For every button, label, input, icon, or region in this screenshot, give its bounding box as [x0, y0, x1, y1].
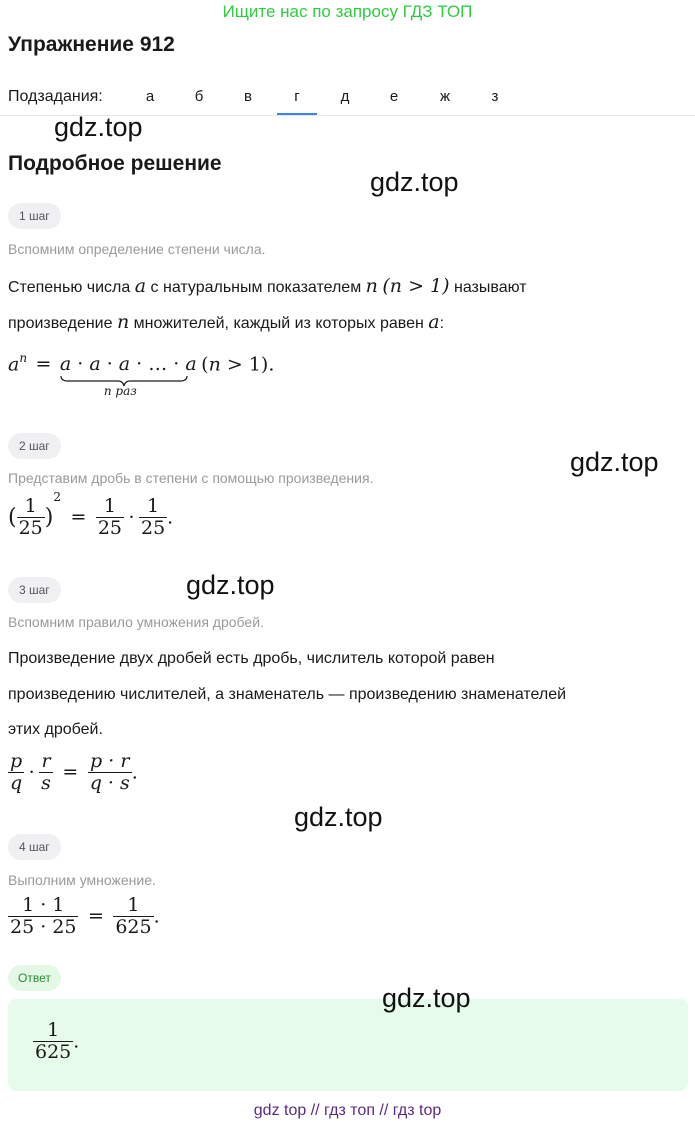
tab-g[interactable]: г [294, 88, 300, 105]
solution-heading: Подробное решение [8, 152, 222, 175]
condition: (n > 1) [382, 275, 450, 297]
step-badge: 1 шаг [8, 203, 61, 229]
answer-value: $\frac{1}{625}$ . [35, 1019, 80, 1063]
watermark: gdz.top [370, 167, 459, 197]
step-text: Произведение двух дробей есть дробь, числитель которой равен [8, 650, 495, 667]
step-badge: 4 шаг [8, 834, 61, 860]
watermark: gdz.top [570, 447, 659, 477]
formula-power: $a^n = a \cdot a \cdot a$ · … · a n раз (n > 1). [8, 351, 275, 398]
footer-links[interactable]: gdz top // гдз топ // гдз top [253, 1102, 442, 1119]
formula-multiplication: $\frac{1 \cdot 1}{25 \cdot 25}$ = $\frac{1}{625}$ . [10, 894, 160, 938]
step-hint: Выполним умножение. [8, 872, 156, 888]
watermark: gdz.top [294, 802, 383, 832]
step-hint: Вспомним правило умножения дробей. [8, 614, 264, 630]
tab-b[interactable]: б [194, 88, 204, 105]
tab-z[interactable]: з [491, 88, 499, 105]
tab-d[interactable]: д [340, 88, 350, 105]
step-text: произведение n множителей, каждый из которых равен a: [8, 311, 445, 333]
step-text: этих дробей. [8, 721, 103, 738]
answer-badge: Ответ [8, 965, 61, 991]
tab-v[interactable]: в [244, 88, 252, 105]
watermark: gdz.top [186, 570, 275, 600]
subtasks-label: Подзадания: [8, 88, 103, 105]
step-badge: 3 шаг [8, 577, 61, 603]
answer-box [8, 999, 688, 1091]
watermark: gdz.top [382, 983, 471, 1013]
step-hint: Вспомним определение степени числа. [8, 241, 266, 257]
tab-zh[interactable]: ж [439, 88, 451, 105]
step-badge: 2 шаг [8, 433, 61, 459]
formula-fraction-power: ( $\frac{1}{25}$ )$^2$ = $\frac{1}{25}$ · $\frac{1}{25}$ . [8, 490, 174, 539]
step-text: Степенью числа a с натуральным показателем n (n > 1) называют [8, 275, 527, 297]
tab-a[interactable]: а [145, 88, 155, 105]
step-hint: Представим дробь в степени с помощью произведения. [8, 470, 374, 486]
step-text: произведению числителей, а знаменатель — произведению знаменателей [8, 686, 567, 703]
tab-e[interactable]: е [389, 88, 399, 105]
formula-fraction-product: $\frac{p}{q}$ · $\frac{r}{s}$ = $\frac{p \cdot r}{q \cdot s}$ . [10, 750, 138, 794]
promo-banner[interactable]: Ищите нас по запросу ГДЗ ТОП [222, 2, 473, 21]
watermark: gdz.top [54, 112, 143, 142]
page-title: Упражнение 912 [8, 33, 175, 56]
